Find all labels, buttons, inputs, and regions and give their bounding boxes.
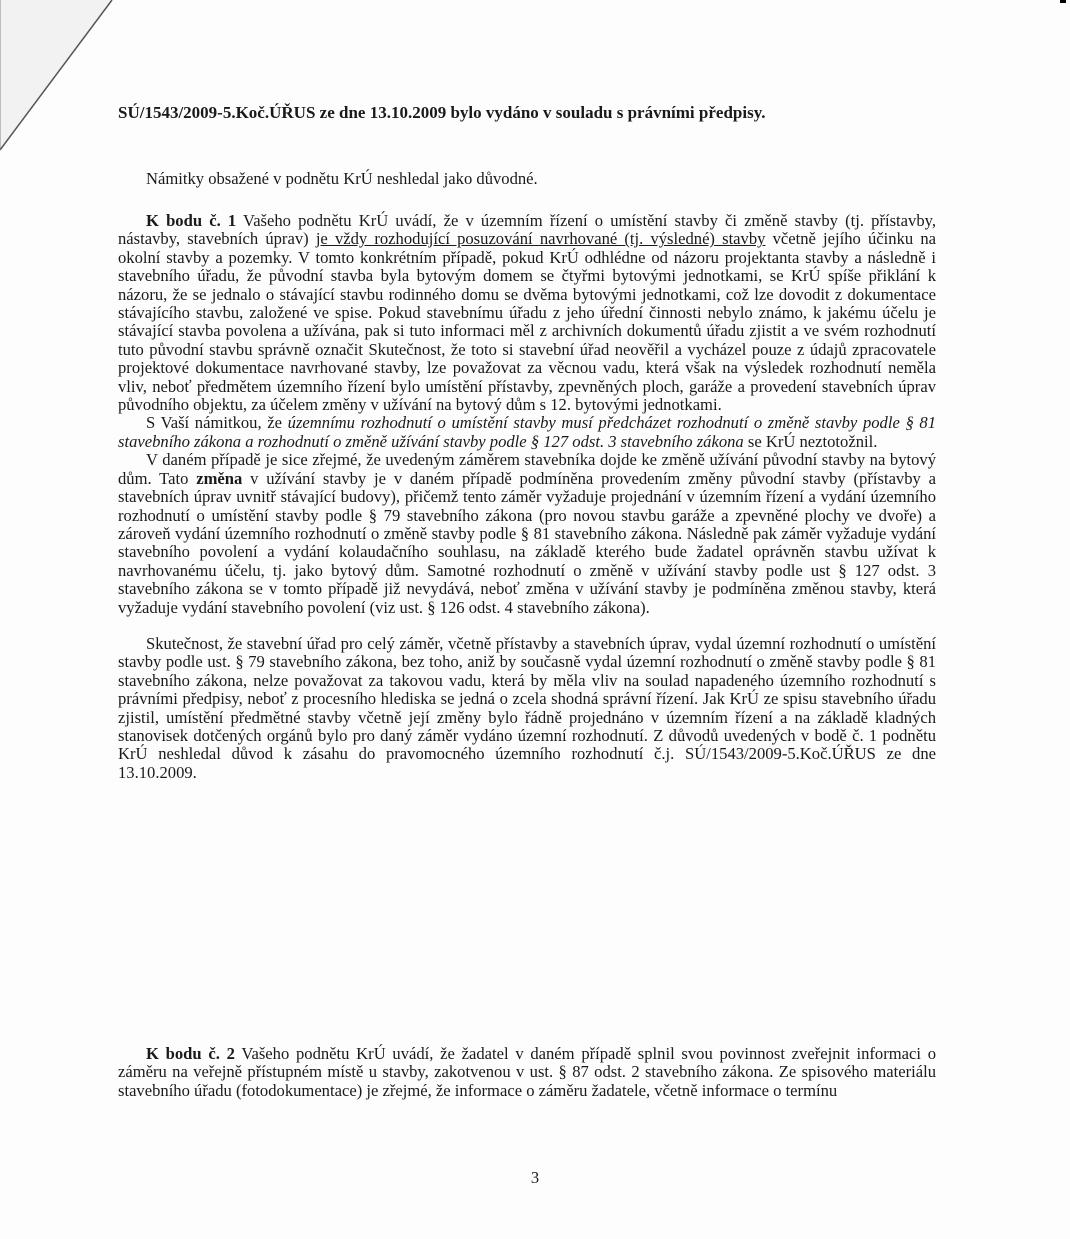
point-2-section (118, 1045, 936, 1100)
point-1-label: K bodu č. 1 (146, 211, 237, 230)
reference-heading: SÚ/1543/2009-5.Koč.ÚŘUS ze dne 13.10.2009 bylo vydáno v souladu s právními předpisy. (118, 103, 766, 122)
point-1-text-a: Vašeho podnětu KrÚ uvádí, že v územním řízení o umístění stavby či změně stavby (tj. přístavby, nástavby, stavebních úprav) (118, 211, 936, 249)
objection-text-b: se KrÚ neztotožnil. (743, 431, 878, 451)
case-paragraph (118, 451, 936, 617)
point-1-underlined: je vždy rozhodující posuzování navrhované (tj. výsledné) stavby (315, 229, 766, 249)
case-text-b: v užívání stavby je v daném případě podmíněna provedením změny původní stavby (přístavby a stavebních úprav uvnitř stávající budovy), přičemž tento záměr vyžaduje projednání v územním řízení a vydání územního rozhodnutí o umístění stavby podle § 79 stavebního zákona (pro novou stavbu garáže a zpevněné plochy ve dvoře) a zároveň vydání územního rozhodnutí o změně stavby podle § 81 stavebního zákona. Následně pak záměr vyžaduje vydání stavebního povolení a vydání kolaudačního souhlasu, na základě kterého bude žadatel oprávněn stavbu užívat k navrhovanému účelu, tj. jako bytový dům. Samotné rozhodnutí o změně v užívání stavby podle ust § 127 odst. 3 stavebního zákona se v tomto případě již nevydává, neboť změna v užívání stavby je podmíněna změnou stavby, která vyžaduje vydání stavebního povolení (viz ust. § 126 odst. 4 stavebního zákona). (118, 468, 936, 617)
objection-italic: územnímu rozhodnutí o umístění stavby musí předcházet rozhodnutí o změně stavby podle § 81 stavebního zákona a rozhodnutí o změně užívání stavby podle § 127 odst. 3 stavebního zákona (118, 413, 936, 451)
case-bold: změna (196, 468, 243, 488)
scan-mark (1060, 0, 1066, 3)
page-number: 3 (530, 1168, 540, 1187)
point-2-label: K bodu č. 2 (146, 1044, 235, 1063)
intro-paragraph: Námitky obsažené v podnětu KrÚ neshledal jako důvodné. (146, 169, 538, 188)
point-2-paragraph (118, 1045, 936, 1100)
objection-text-a: S Vaší námitkou, že (146, 413, 288, 433)
point-1-text-b: včetně jejího účinku na okolní stavby a pozemky. V tomto konkrétním případě, pokud KrÚ odhlédne od názoru projektanta stavby a následně i stavebního úřadu, že původní stavba byla bytovým domem se čtyřmi bytovými jednotkami, se KrÚ spíše přiklání k názoru, že se jednalo o stávající stavbu rodinného domu se dvěma bytovými jednotkami, což lze dovodit z dokumentace stávajícího stavbu, založené ve spise. Pokud stavebnímu úřadu z jeho úřední činnosti nebylo známo, k jakému účelu je stávající stavba povolena a užívána, pak si tuto informaci měl z archivních dokumentů úřadu zjistit a ve svém rozhodnutí tuto původní stavbu správně označit Skutečnost, že toto si stavební úřad neověřil a vycházel pouze z údajů zpracovatele projektové dokumentace navrhované stavby, lze považovat za věcnou vadu, která však na výsledek rozhodnutí neměla vliv, neboť předmětem územního řízení bylo umístění přístavby, zpevněných ploch, garáže a provedení stavebních úprav původního objektu, za účelem změny v užívání na bytový dům s 12. bytovými jednotkami. (118, 229, 936, 415)
point-1-section (118, 212, 936, 782)
case-text-a: V daném případě je sice zřejmé, že uvedeným záměrem stavebníka dojde ke změně užívání původní stavby na bytový dům. Tato (118, 450, 936, 488)
point-2-text: Vašeho podnětu KrÚ uvádí, že žadatel v daném případě splnil svou povinnost zveřejnit informaci o záměru na veřejně přístupném místě u stavby, zakotvenou v ust. § 87 odst. 2 stavebního zákona. Ze spisového materiálu stavebního úřadu (fotodokumentace) je zřejmé, že informace o záměru žadatele, včetně informace o termínu (118, 1044, 936, 1100)
folded-corner-icon (0, 0, 120, 160)
intro-block (118, 170, 936, 188)
objection-paragraph (118, 414, 936, 451)
header-block (118, 103, 936, 122)
point-1-paragraph (118, 212, 936, 414)
finding-paragraph: Skutečnost, že stavební úřad pro celý záměr, včetně přístavby a stavebních úprav, vydal územní rozhodnutí o umístění stavby podle ust. § 79 stavebního zákona, bez toho, aniž by současně vydal územní rozhodnutí o změně stavby podle § 81 stavebního zákona, nelze považovat za takovou vadu, která by měla vliv na soulad napadeného územního rozhodnutí s právními předpisy, neboť z procesního hlediska se jedná o zcela shodná správní řízení. Jak KrÚ ze spisu stavebního úřadu zjistil, umístění předmětné stavby včetně její změny bylo řádně projednáno v územním řízení a na základě kladných stanovisek dotčených orgánů bylo pro daný záměr vydáno územní rozhodnutí. Z důvodů uvedených v bodě č. 1 podnětu KrÚ neshledal důvod k zásahu do pravomocného územního rozhodnutí č.j. SÚ/1543/2009-5.Koč.ÚŘUS ze dne 13.10.2009. (118, 633, 936, 782)
